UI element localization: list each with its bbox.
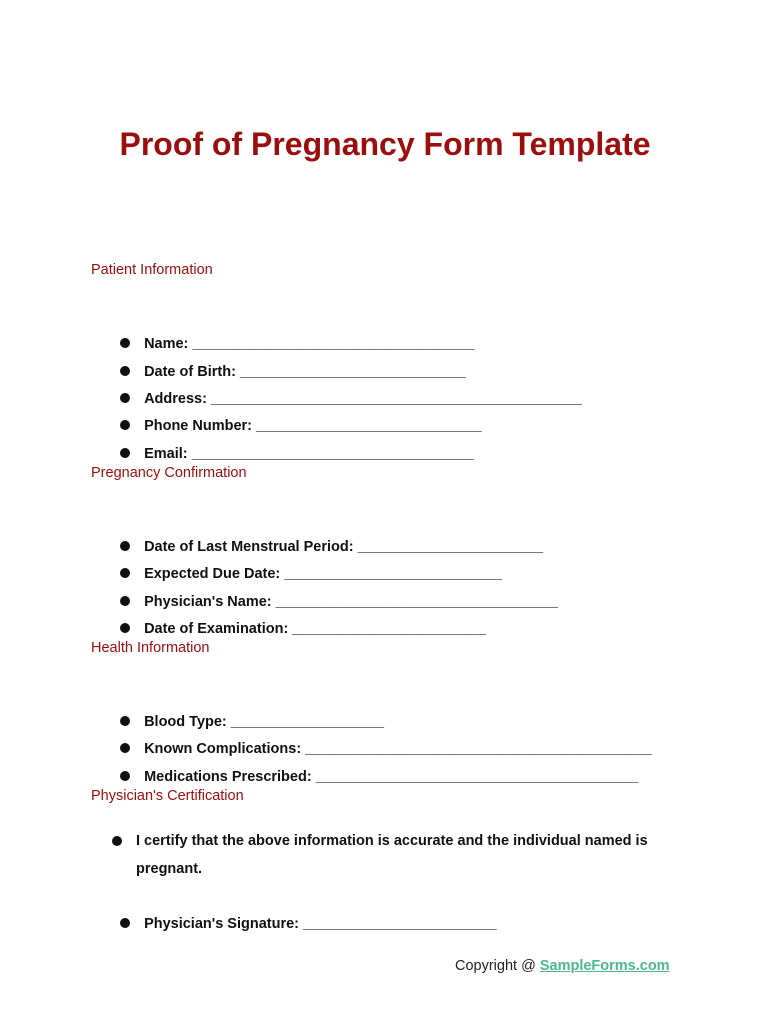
list-item-name: Name: ___________________________________ [112,302,475,358]
list-item-email: Email: ___________________________________ [112,412,474,468]
list-item-address: Address: ______________________________________________ [112,357,582,413]
bullet-icon [120,771,130,781]
list-item-physicians-name: Physician's Name: ___________________________________ [112,560,558,616]
list-item-last-menstrual-period: Date of Last Menstrual Period: _______________________ [112,505,543,561]
list-item-phone-number: Phone Number: ____________________________ [112,384,482,440]
section-heading-pregnancy-confirmation: Pregnancy Confirmation [91,465,247,481]
section-heading-patient-information: Patient Information [91,262,213,278]
list-item-certification-statement: I certify that the above information is accurate and the individual named is pregnant. [112,827,692,883]
list-item-expected-due-date: Expected Due Date: ___________________________ [112,532,502,588]
list-item-date-of-birth: Date of Birth: ____________________________ [112,330,466,386]
list-item-known-complications: Known Complications: ___________________________________________ [112,707,652,763]
list-item-physicians-signature: Physician's Signature: ________________________ [112,882,497,938]
page-title: Proof of Pregnancy Form Template [119,126,651,162]
bullet-icon [120,918,130,928]
section-heading-physicians-certification: Physician's Certification [91,788,244,804]
bullet-icon [112,836,122,846]
bullet-icon [120,448,130,458]
section-heading-health-information: Health Information [91,640,210,656]
list-item-medications-prescribed: Medications Prescribed: ________________________________________ [112,735,638,791]
list-item-blood-type: Blood Type: ___________________ [112,680,384,736]
copyright-link[interactable]: SampleForms.com [539,958,670,974]
copyright-prefix: Copyright @ [455,958,540,974]
bullet-icon [120,623,130,633]
copyright-footer [455,958,670,974]
list-item-date-of-examination: Date of Examination: ________________________ [112,587,486,643]
